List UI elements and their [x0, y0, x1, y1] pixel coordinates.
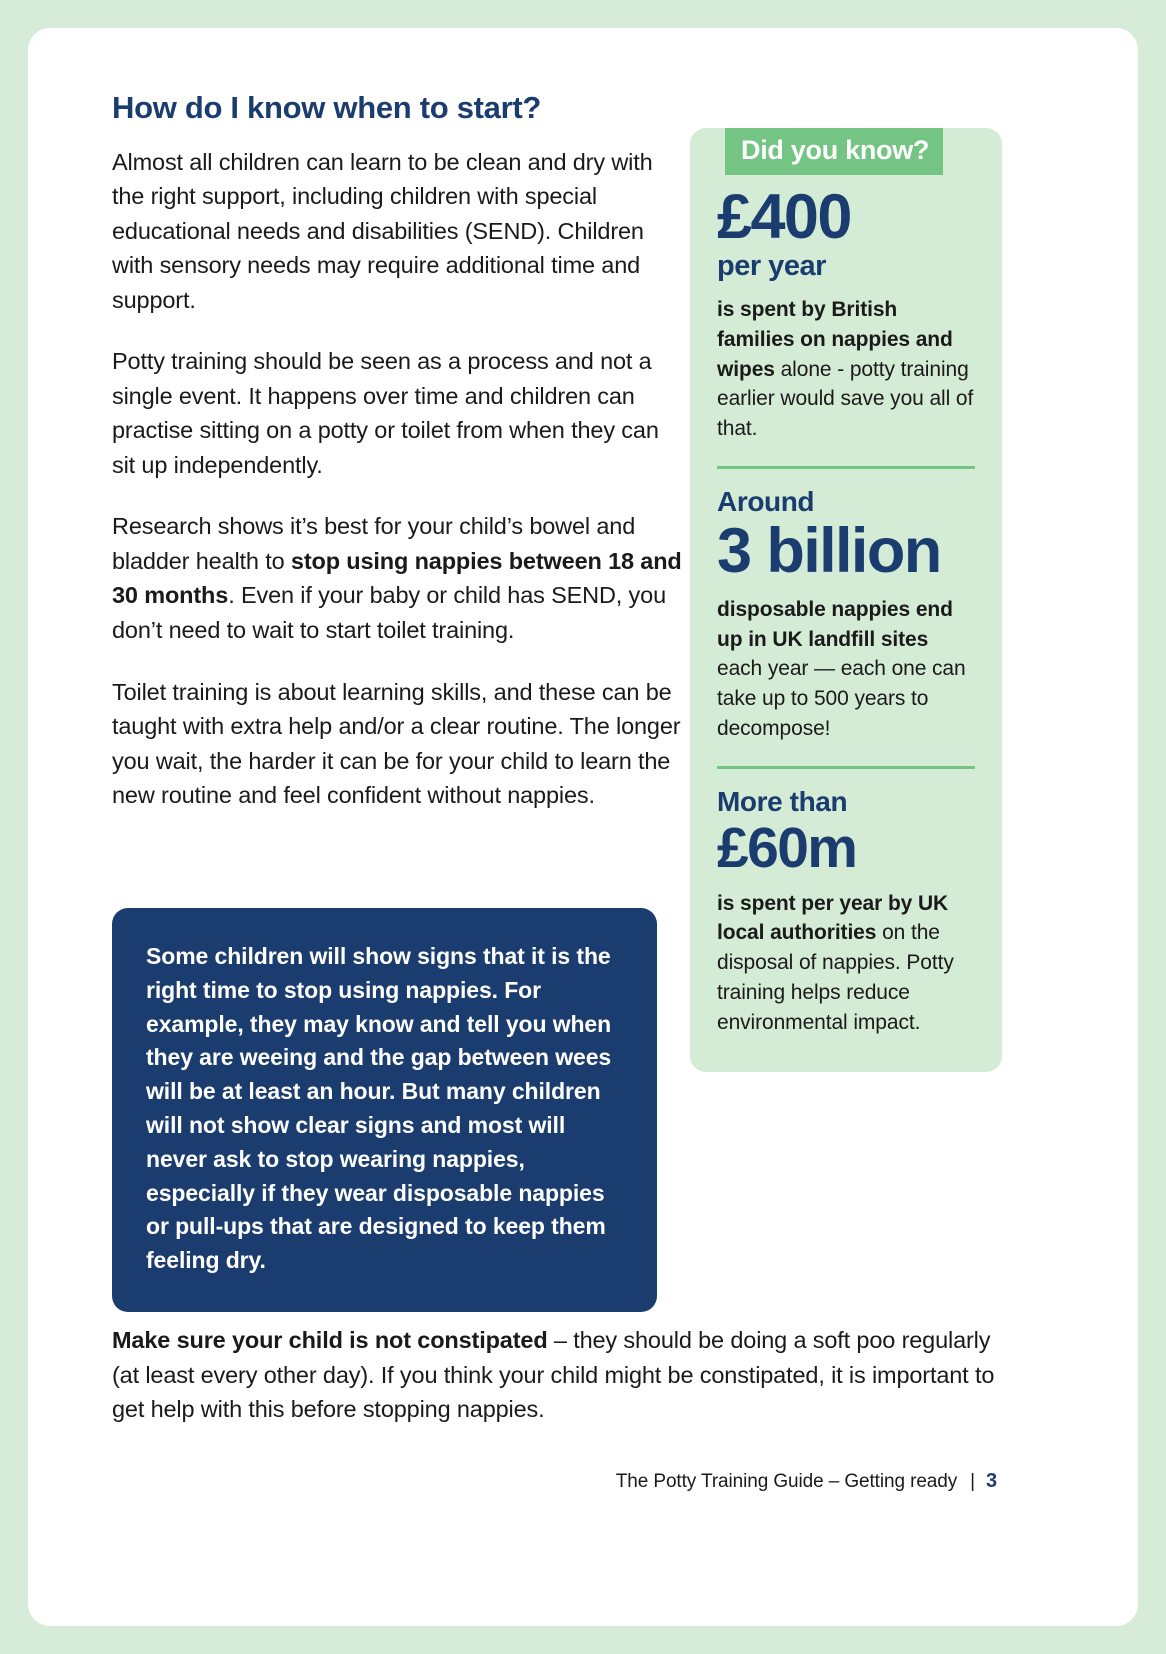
callout-text: Some children will show signs that it is the right time to stop using nappies. For example, they may know and tell you when they are weeing and the gap between wees will be at least an hour. But many children will not show clear signs and most will never ask to stop wearing nappies, especially if they wear disposable nappies or pull-ups that are designed to keep them feeling dry.: [146, 943, 612, 1274]
stat-block-1: [717, 182, 975, 444]
stat-3-description-bold: is spent per year by UK local authorities: [717, 891, 949, 945]
paragraph-3-lead: Research shows it’s best for your child’s bowel and bladder health to: [112, 513, 636, 574]
stat-3-description-rest: on the disposal of nappies. Potty training helps reduce environmental impact.: [717, 921, 954, 1034]
paragraph-1: Almost all children can learn to be clean and dry with the right support, including children with special educational needs and disabilities (SEND). Children with sensory needs may require additional time and support.: [112, 148, 653, 313]
footer-title: The Potty Training Guide – Getting ready: [615, 1471, 958, 1492]
stat-divider-1: [717, 466, 975, 469]
stat-2-description-rest: each year — each one can take up to 500 years to decompose!: [717, 657, 966, 740]
stat-2-description-bold: disposable nappies end up in UK landfill sites: [717, 597, 953, 651]
stat-block-2: [717, 466, 975, 744]
stat-1-description-rest: alone - potty training earlier would save you all of that.: [717, 357, 974, 441]
stat-1-value: £400: [717, 182, 851, 252]
page-card: [28, 28, 1138, 1626]
did-you-know-badge: Did you know?: [725, 128, 943, 175]
stat-2-value: 3 billion: [717, 515, 941, 586]
footer-separator: |: [970, 1471, 975, 1492]
bottom-paragraph: [112, 1323, 997, 1427]
paragraph-2: Potty training should be seen as a process and not a single event. It happens over time and children can practise sitting on a potty or toilet from when they can sit up independently.: [112, 348, 659, 478]
stat-3-value: £60m: [717, 815, 857, 880]
stat-3-prefix: More than: [717, 785, 848, 817]
stat-3-description: [717, 889, 975, 1038]
paragraph-3-emphasis: stop using nappies between 18 and 30 months: [112, 547, 682, 609]
bottom-paragraph-rest: – they should be doing a soft poo regularly (at least every other day). If you think your child might be constipated, it is important to get help with this before stopping nappies.: [112, 1327, 995, 1423]
bottom-paragraph-bold: Make sure your child is not constipated: [112, 1327, 548, 1353]
stat-1-description: [717, 295, 975, 444]
stat-2-prefix: Around: [717, 485, 815, 517]
stat-1-description-bold: is spent by British families on nappies and wipes: [717, 297, 953, 381]
highlight-callout-box: [112, 908, 657, 1312]
did-you-know-panel: [690, 128, 1002, 1072]
main-content-column: [112, 90, 682, 813]
page-title: How do I know when to start?: [112, 90, 542, 125]
stat-divider-2: [717, 766, 975, 769]
paragraph-3-tail: . Even if your baby or child has SEND, you don’t need to wait to start toilet training.: [112, 582, 666, 644]
stat-block-3: [717, 766, 975, 1038]
page-footer: [112, 1470, 997, 1493]
footer-page-number: 3: [985, 1470, 997, 1492]
paragraph-4: Toilet training is about learning skills, and these can be taught with extra help and/or a clear routine. The longer you wait, the harder it can be for your child to learn the new routine and feel confident without nappies.: [112, 678, 681, 809]
stat-2-description: [717, 595, 975, 744]
stat-1-subtitle: per year: [717, 250, 826, 282]
paragraph-3: [112, 509, 682, 647]
